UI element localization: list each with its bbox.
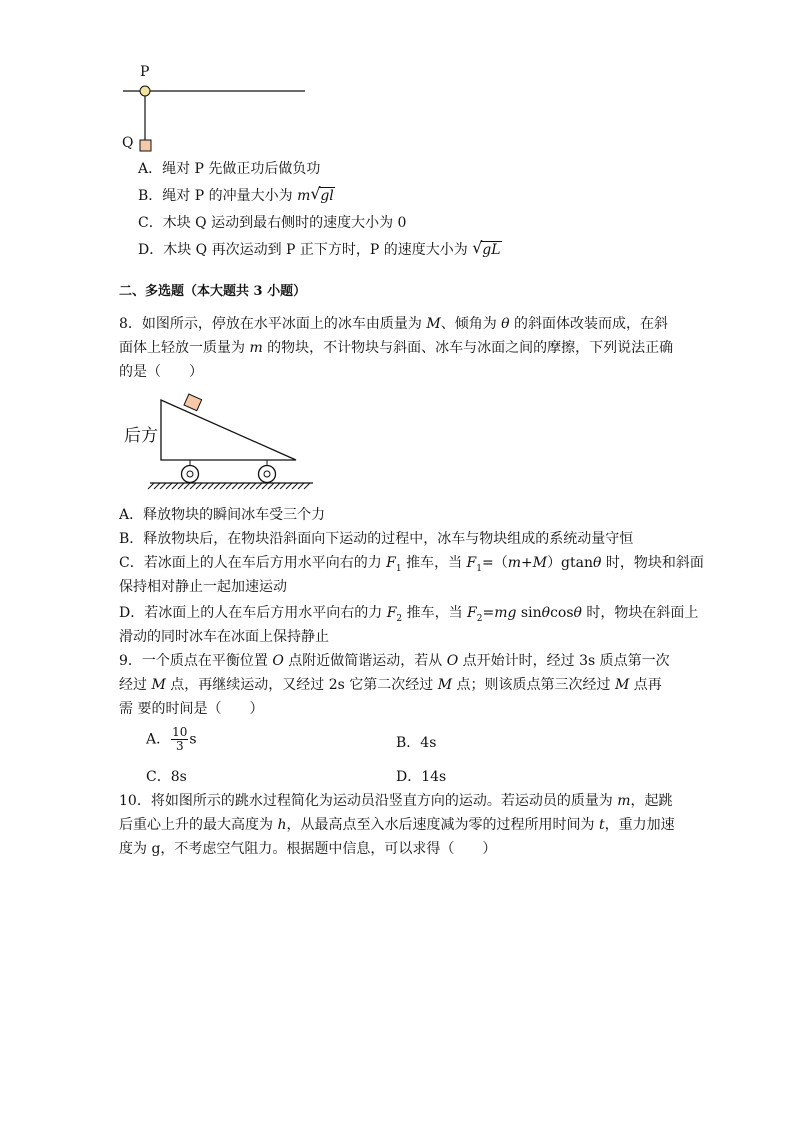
q10-stem-line1: 10．将如图所示的跳水过程简化为运动员沿竖直方向的运动。若运动员的质量为 m，起跳 xyxy=(119,793,673,809)
q9-option-b[interactable]: B．4s xyxy=(396,735,437,751)
q8-option-d-line2: 滑动的同时冰车在冰面上保持静止 xyxy=(119,629,329,645)
section-title: 二、多选题（本大题共 3 小题） xyxy=(119,284,307,299)
q9-option-d[interactable]: D．14s xyxy=(396,769,447,785)
q8-stem-line2: 面体上轻放一质量为 m 的物块，不计物块与斜面、冰车与冰面之间的摩擦，下列说法正确 xyxy=(119,340,674,356)
pendulum-figure xyxy=(115,62,315,157)
q9-option-c[interactable]: C．8s xyxy=(146,769,187,785)
q8-option-c-line1[interactable]: C．若冰面上的人在车后方用水平向右的力 $F_1$ 推车，当 $F_1=(m+M)gtan\theta$ 时，物块和斜面 xyxy=(119,555,704,574)
q9-stem-line2: 经过 M 点，再继续运动，又经过 2s 它第二次经过 M 点；则该质点第三次经过 M 点再 xyxy=(119,677,662,693)
sqrt-expression: √ gl xyxy=(310,184,334,204)
sqrt-expression: √ gL xyxy=(472,238,501,258)
label-rear: 后方 xyxy=(124,426,158,446)
q7-option-c[interactable]: C．木块 Q 运动到最右侧时的速度大小为 0 xyxy=(138,215,407,231)
sqrt-radicand: gL xyxy=(482,242,501,258)
label-q: Q xyxy=(122,135,134,151)
q8-option-d-line1[interactable]: D．若冰面上的人在车后方用水平向右的力 $F_2$ 推车，当 $F_2=mg$ sinθcosθ 时，物块在斜面上 xyxy=(119,605,699,624)
q8-option-b[interactable]: B．释放物块后，在物块沿斜面向下运动的过程中，冰车与物块组成的系统动量守恒 xyxy=(119,531,634,547)
sqrt-radicand: gl xyxy=(320,188,334,204)
q9-stem-line3: 需 要的时间是（ ） xyxy=(119,701,264,717)
q8-stem-line3: 的是（ ） xyxy=(119,364,203,380)
ice-cart-figure xyxy=(118,388,323,498)
q8-stem-line1: 8．如图所示，停放在水平冰面上的冰车由质量为 M、倾角为 θ 的斜面体改装而成，在斜 xyxy=(119,316,669,332)
q10-stem-line2: 后重心上升的最大高度为 h，从最高点至入水后速度减为零的过程所用时间为 t，重力加速 xyxy=(119,817,675,833)
q7-option-b[interactable] xyxy=(138,186,335,206)
q8-option-a[interactable]: A．释放物块的瞬间冰车受三个力 xyxy=(119,507,326,523)
q9-stem-line1: 9．一个质点在平衡位置 O 点附近做简谐运动，若从 O 点开始计时，经过 3s 质点第一次 xyxy=(119,653,670,669)
q9-option-a[interactable]: A． $\frac{10}{3}$ s xyxy=(146,725,197,753)
q7-option-d-text: D．木块 Q 再次运动到 P 正下方时，P 的速度大小为 xyxy=(138,242,473,258)
q7-option-d[interactable] xyxy=(138,240,502,260)
q8-option-c-line2: 保持相对静止一起加速运动 xyxy=(119,579,287,595)
q7-option-b-text: B．绳对 P 的冲量大小为 xyxy=(138,188,298,204)
var-m: m xyxy=(297,188,311,204)
q10-stem-line3: 度为 g，不考虑空气阻力。根据题中信息，可以求得（ ） xyxy=(119,841,497,857)
q7-option-a[interactable]: A．绳对 P 先做正功后做负功 xyxy=(138,161,321,177)
fraction: $\frac{10}{3}$ xyxy=(172,725,188,753)
label-p: P xyxy=(140,64,150,80)
